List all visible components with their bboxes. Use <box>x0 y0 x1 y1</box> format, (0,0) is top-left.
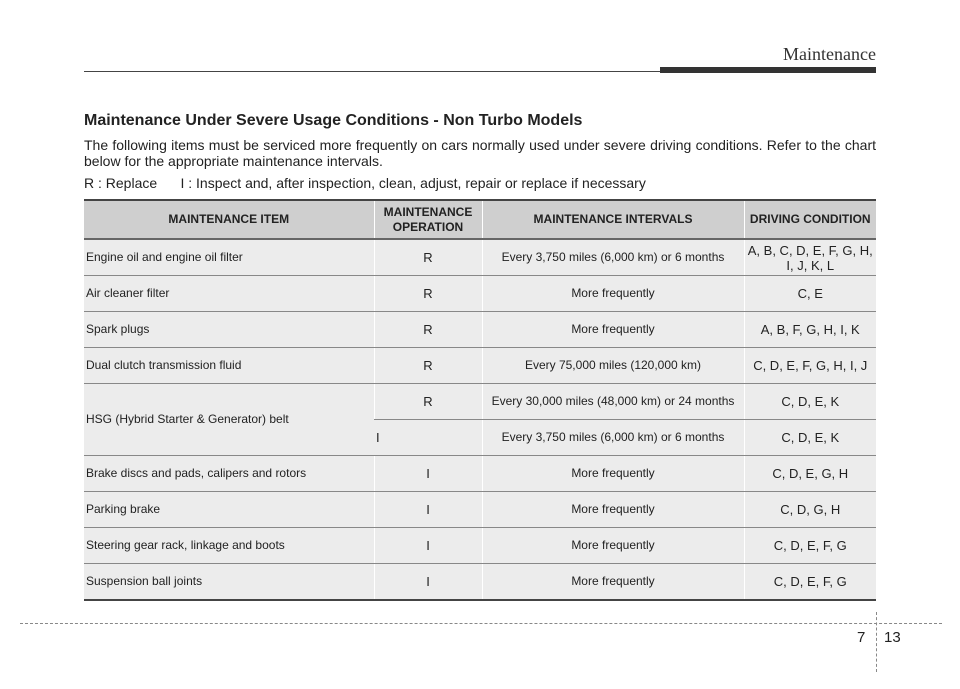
condition-cell: C, E <box>744 276 876 312</box>
item-cell: Brake discs and pads, calipers and rotors <box>84 456 374 492</box>
table-row <box>84 312 876 348</box>
footer-rule <box>20 623 942 624</box>
legend-text: R : Replace I : Inspect and, after inspection, clean, adjust, repair or replace if necessary <box>84 175 646 191</box>
header-rule-accent <box>660 67 876 73</box>
operation-cell: I <box>374 420 482 456</box>
header-maintenance-operation: MAINTENANCE OPERATION <box>374 200 482 239</box>
condition-cell: C, D, G, H <box>744 492 876 528</box>
interval-cell: Every 75,000 miles (120,000 km) <box>482 348 744 384</box>
condition-cell: C, D, E, K <box>744 384 876 420</box>
maintenance-table <box>84 199 876 601</box>
interval-cell: Every 3,750 miles (6,000 km) or 6 months <box>482 239 744 276</box>
interval-cell: More frequently <box>482 312 744 348</box>
item-cell: Spark plugs <box>84 312 374 348</box>
condition-cell: C, D, E, G, H <box>744 456 876 492</box>
operation-cell: I <box>374 528 482 564</box>
condition-cell: C, D, E, F, G <box>744 564 876 601</box>
condition-cell: C, D, E, K <box>744 420 876 456</box>
operation-cell: R <box>374 239 482 276</box>
chapter-number: 7 <box>857 629 866 646</box>
operation-cell: R <box>374 276 482 312</box>
operation-cell: I <box>374 492 482 528</box>
interval-cell: More frequently <box>482 276 744 312</box>
table-row <box>84 384 876 420</box>
item-cell: Dual clutch transmission fluid <box>84 348 374 384</box>
item-cell: Suspension ball joints <box>84 564 374 601</box>
header-maintenance-item: MAINTENANCE ITEM <box>84 200 374 239</box>
table-row <box>84 456 876 492</box>
table-row <box>84 528 876 564</box>
item-cell: Steering gear rack, linkage and boots <box>84 528 374 564</box>
table-row <box>84 492 876 528</box>
condition-cell: A, B, C, D, E, F, G, H, I, J, K, L <box>744 239 876 276</box>
table-header-row <box>84 200 876 239</box>
item-cell: Air cleaner filter <box>84 276 374 312</box>
item-cell: Parking brake <box>84 492 374 528</box>
table-row <box>84 564 876 601</box>
interval-cell: More frequently <box>482 564 744 601</box>
header-maintenance-intervals: MAINTENANCE INTERVALS <box>482 200 744 239</box>
interval-cell: Every 3,750 miles (6,000 km) or 6 months <box>482 420 744 456</box>
condition-cell: C, D, E, F, G <box>744 528 876 564</box>
section-title: Maintenance Under Severe Usage Conditions - Non Turbo Models <box>84 112 583 129</box>
header-driving-condition: DRIVING CONDITION <box>744 200 876 239</box>
item-cell: HSG (Hybrid Starter & Generator) belt <box>84 384 374 456</box>
intro-paragraph: The following items must be serviced more frequently on cars normally used under severe driving conditions. Refer to the chart below for the appropriate maintenance intervals. <box>84 137 876 169</box>
page-number: 13 <box>884 629 901 646</box>
table-row <box>84 239 876 276</box>
condition-cell: C, D, E, F, G, H, I, J <box>744 348 876 384</box>
interval-cell: More frequently <box>482 492 744 528</box>
running-header: Maintenance <box>783 44 876 64</box>
interval-cell: More frequently <box>482 456 744 492</box>
table-row <box>84 276 876 312</box>
operation-cell: R <box>374 312 482 348</box>
operation-cell: R <box>374 348 482 384</box>
condition-cell: A, B, F, G, H, I, K <box>744 312 876 348</box>
operation-cell: I <box>374 456 482 492</box>
interval-cell: More frequently <box>482 528 744 564</box>
item-cell: Engine oil and engine oil filter <box>84 239 374 276</box>
footer-divider <box>876 612 877 672</box>
header-rule <box>84 71 660 72</box>
table-row <box>84 348 876 384</box>
operation-cell: R <box>374 384 482 420</box>
interval-cell: Every 30,000 miles (48,000 km) or 24 months <box>482 384 744 420</box>
operation-cell: I <box>374 564 482 601</box>
